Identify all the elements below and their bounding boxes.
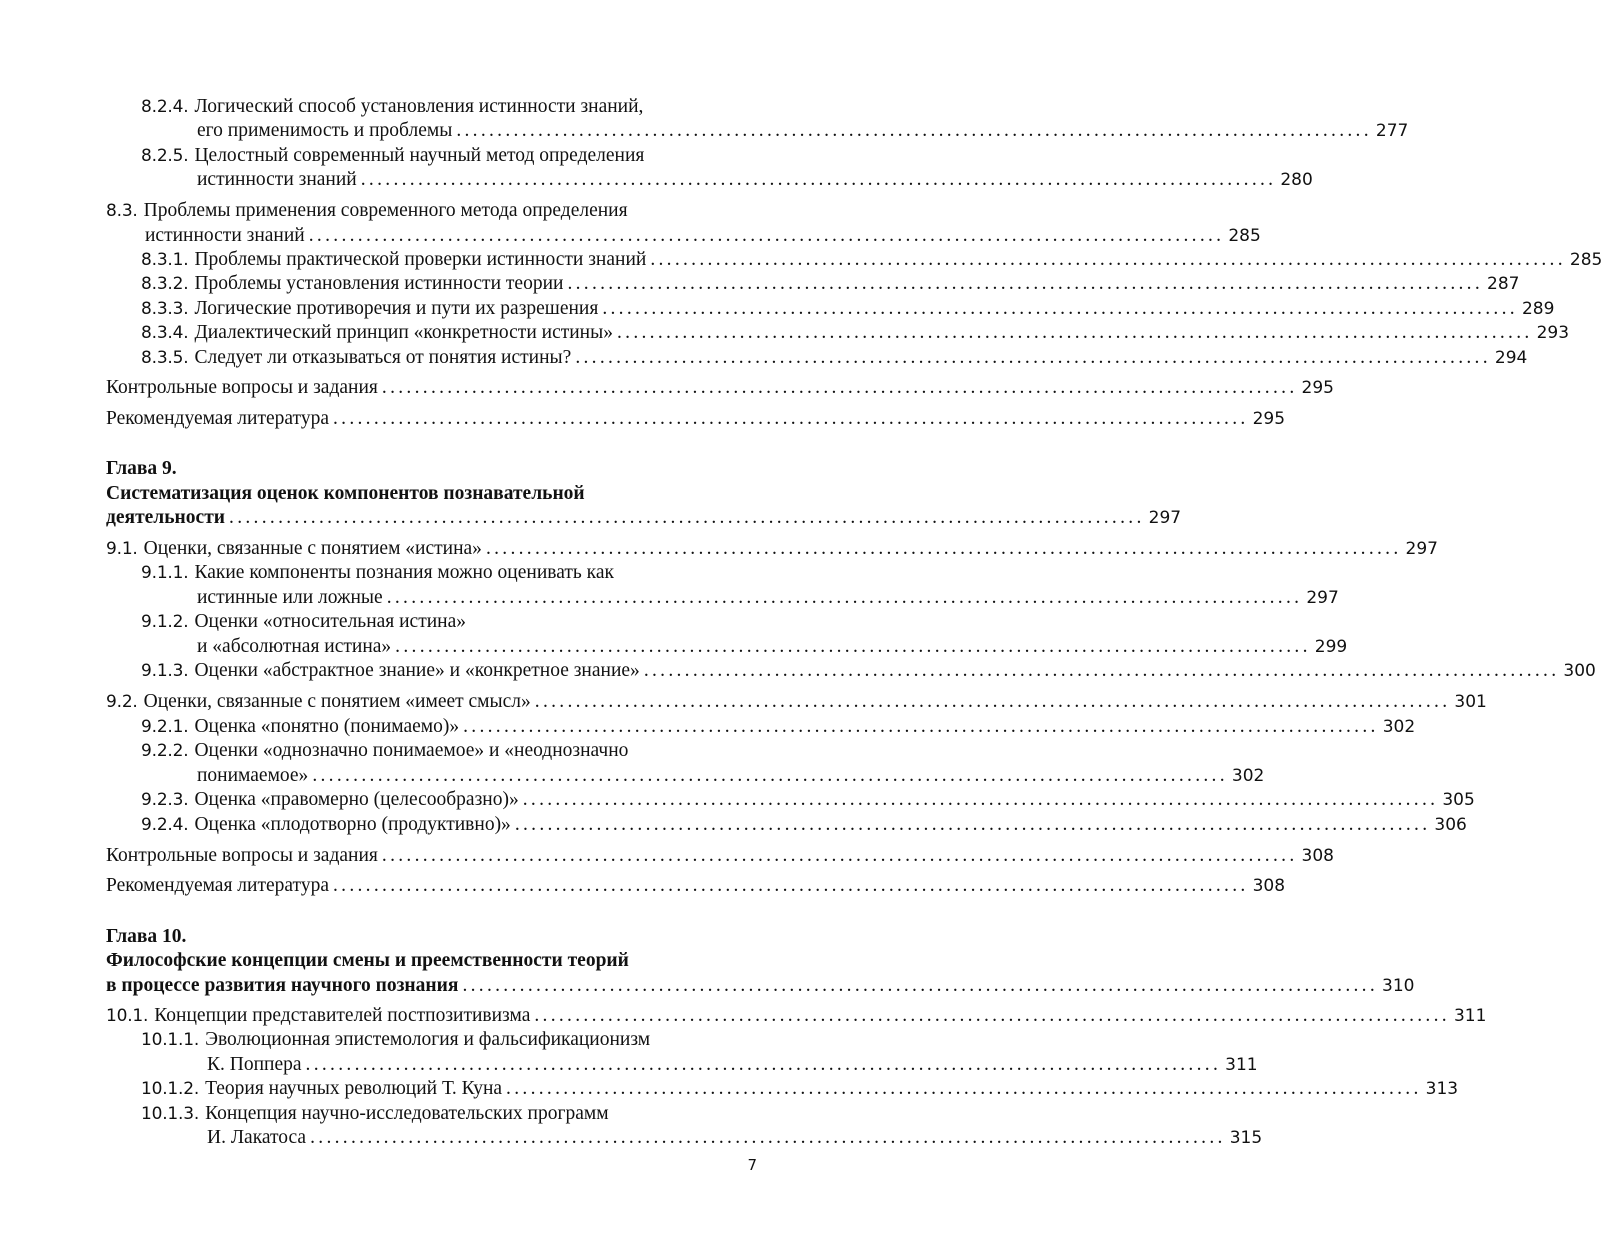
entry-title: К. Поппера [207,1054,302,1075]
leader-dots: ................................................................................................................ [485,538,1402,559]
leader-dots: ................................................................................................................ [386,587,1303,608]
entry-page: 302 [1382,717,1416,737]
entry-page: 310 [1382,976,1415,996]
entry-number: 9.1.1. [141,563,189,583]
toc-entry-questions-8 [0,375,1334,401]
entry-page: 280 [1280,170,1313,190]
entry-number: 9.2.3. [141,790,189,810]
toc-entry-9-1-2-cont [0,634,1348,660]
entry-title: Диалектический принцип «конкретности истины» [194,322,613,343]
entry-number: 9.1.2. [141,612,189,632]
entry-title: Оценки, связанные с понятием «истина» [143,538,482,559]
entry-title: Концепция научно-исследовательских программ [205,1103,609,1124]
entry-title: Оценка «плодотворно (продуктивно)» [194,814,511,835]
entry-title: Проблемы применения современного метода определения [143,200,628,221]
entry-title: Оценки «однозначно понимаемое» и «неоднозначно [194,740,629,761]
chapter-heading: Глава 10. [106,926,187,947]
entry-page: 313 [1425,1079,1459,1099]
entry-page: 293 [1536,323,1570,343]
toc-entry-10-1-3 [0,1101,757,1127]
toc-entry-9-1-1-cont [0,585,1339,611]
entry-page: 305 [1442,790,1475,810]
entry-page: 306 [1434,815,1467,835]
toc-entry-9-1-3 [0,658,1596,684]
leader-dots: ................................................................................................................ [456,120,1372,141]
leader-dots: ................................................................................................................ [522,789,1439,810]
leader-dots: ................................................................................................................ [650,249,1566,270]
toc-entry-9-1-2 [0,609,757,635]
leader-dots: ................................................................................................................ [312,765,1228,786]
entry-number: 8.3. [106,201,138,221]
entry-page: 285 [1569,250,1602,270]
toc-entry-questions-9 [0,843,1334,869]
entry-title: Контрольные вопросы и задания [106,845,378,866]
toc-entry-10-1 [0,1003,1487,1029]
entry-page: 315 [1229,1128,1263,1148]
toc-entry-8-2-5-cont [0,167,1313,193]
chapter-10-title [0,948,757,974]
entry-title: Рекомендуемая литература [106,875,329,896]
leader-dots: ................................................................................................................ [616,322,1533,343]
toc-entry-8-2-5 [0,143,757,169]
entry-page: 289 [1521,299,1555,319]
entry-number: 8.3.5. [141,348,189,368]
entry-number: 8.3.1. [141,250,189,270]
entry-page: 308 [1252,876,1286,896]
leader-dots: ................................................................................................................ [395,636,1311,657]
entry-title: истинные или ложные [197,587,383,608]
toc-entry-9-1 [0,536,1438,562]
leader-dots: ................................................................................................................ [332,875,1249,896]
leader-dots: ................................................................................................................ [381,845,1298,866]
entry-page: 311 [1453,1006,1487,1026]
entry-title: Оценка «понятно (понимаемо)» [194,716,460,737]
toc-entry-9-2-1 [0,714,1416,740]
entry-title: истинности знаний [197,169,357,190]
entry-number: 9.1. [106,539,138,559]
entry-title: И. Лакатоса [207,1127,307,1148]
chapter-10-title-cont [0,973,1415,999]
entry-page: 301 [1454,692,1487,712]
chapter-9-title [0,481,757,507]
toc-entry-9-2-3 [0,787,1475,813]
entry-title: Логический способ установления истинности знаний, [194,96,644,117]
entry-page: 277 [1375,121,1409,141]
entry-page: 297 [1405,539,1438,559]
toc-entry-9-2 [0,689,1487,715]
chapter-heading: Глава 9. [106,458,177,479]
entry-number: 10.1.1. [141,1030,200,1050]
toc-entry-8-3-2 [0,271,1520,297]
entry-title: Какие компоненты познания можно оценивать как [194,562,614,583]
toc-entry-literature-9 [0,873,1286,899]
toc-entry-literature-8 [0,406,1286,432]
entry-number: 9.2. [106,692,138,712]
entry-title: Концепции представителей постпозитивизма [154,1005,531,1026]
leader-dots: ................................................................................................................ [332,408,1249,429]
toc-entry-8-2-4 [0,94,757,120]
entry-title: Контрольные вопросы и задания [106,377,378,398]
leader-dots: ................................................................................................................ [567,273,1484,294]
entry-title: Проблемы установления истинности теории [194,273,564,294]
leader-dots: ................................................................................................................ [514,814,1431,835]
entry-page: 297 [1148,508,1182,528]
leader-dots: ................................................................................................................ [534,691,1451,712]
leader-dots: ................................................................................................................ [308,225,1225,246]
toc-entry-10-1-1-cont [0,1052,1258,1078]
entry-number: 10.1. [106,1006,149,1026]
entry-number: 8.3.3. [141,299,189,319]
entry-number: 8.2.5. [141,146,189,166]
leader-dots: ................................................................................................................ [575,347,1491,368]
entry-title: Оценки «относительная истина» [194,611,467,632]
entry-title: Теория научных революций Т. Куна [205,1078,503,1099]
entry-number: 9.2.1. [141,717,189,737]
entry-page: 308 [1301,846,1334,866]
leader-dots: ................................................................................................................ [506,1078,1422,1099]
toc-entry-10-1-3-cont [0,1125,1263,1151]
page-number: 7 [747,1156,757,1174]
toc-entry-8-3-5 [0,345,1528,371]
toc-entry-8-3 [0,198,757,224]
chapter-title: деятельности [106,507,226,528]
toc-entry-10-1-2 [0,1076,1459,1102]
entry-title: истинности знаний [145,225,305,246]
entry-page: 294 [1494,348,1528,368]
leader-dots: ................................................................................................................ [310,1127,1226,1148]
entry-page: 311 [1225,1055,1258,1075]
toc-entry-9-2-2 [0,738,757,764]
entry-title: Оценка «правомерно (целесообразно)» [194,789,519,810]
entry-title: Логические противоречия и пути их разрешения [194,298,599,319]
chapter-title: в процессе развития научного познания [106,975,459,996]
entry-title: Целостный современный научный метод определения [194,145,645,166]
leader-dots: ................................................................................................................ [229,507,1145,528]
toc-entry-8-3-4 [0,320,1570,346]
toc-entry-8-3-cont [0,223,1261,249]
leader-dots: ................................................................................................................ [643,660,1560,681]
toc-entry-8-3-3 [0,296,1555,322]
leader-dots: ................................................................................................................ [305,1054,1222,1075]
toc-entry-9-2-4 [0,812,1467,838]
toc-entry-8-3-1 [0,247,1602,273]
entry-number: 9.2.4. [141,815,189,835]
chapter-title: Систематизация оценок компонентов познавательной [106,483,585,504]
entry-title: понимаемое» [197,765,309,786]
entry-title: Оценки, связанные с понятием «имеет смысл» [143,691,531,712]
entry-title: Проблемы практической проверки истинности знаний [194,249,647,270]
entry-number: 10.1.2. [141,1079,200,1099]
leader-dots: ................................................................................................................ [534,1005,1450,1026]
entry-number: 8.3.2. [141,274,189,294]
chapter-title: Философские концепции смены и преемственности теорий [106,950,629,971]
entry-page: 285 [1228,226,1261,246]
entry-title: Следует ли отказываться от понятия истины? [194,347,572,368]
entry-page: 295 [1252,409,1286,429]
leader-dots: ................................................................................................................ [602,298,1518,319]
entry-title: Эволюционная эпистемология и фальсификационизм [205,1029,651,1050]
leader-dots: ................................................................................................................ [463,716,1379,737]
entry-page: 287 [1487,274,1520,294]
entry-number: 8.2.4. [141,97,189,117]
entry-page: 297 [1306,588,1339,608]
entry-number: 9.1.3. [141,661,189,681]
leader-dots: ................................................................................................................ [360,169,1277,190]
entry-page: 300 [1563,661,1596,681]
toc-entry-9-1-1 [0,560,757,586]
entry-number: 10.1.3. [141,1104,200,1124]
leader-dots: ................................................................................................................ [462,975,1379,996]
leader-dots: ................................................................................................................ [381,377,1298,398]
toc-entry-8-2-4-cont [0,118,1409,144]
chapter-10-label [0,924,757,950]
entry-number: 8.3.4. [141,323,189,343]
chapter-9-title-cont [0,505,1182,531]
chapter-9-label [0,456,757,482]
entry-page: 299 [1314,637,1348,657]
entry-number: 9.2.2. [141,741,189,761]
entry-title: его применимость и проблемы [197,120,453,141]
toc-entry-10-1-1 [0,1027,757,1053]
entry-page: 302 [1231,766,1265,786]
entry-page: 295 [1301,378,1334,398]
entry-title: Рекомендуемая литература [106,408,329,429]
entry-title: и «абсолютная истина» [197,636,392,657]
entry-title: Оценки «абстрактное знание» и «конкретное знание» [194,660,640,681]
toc-entry-9-2-2-cont [0,763,1265,789]
